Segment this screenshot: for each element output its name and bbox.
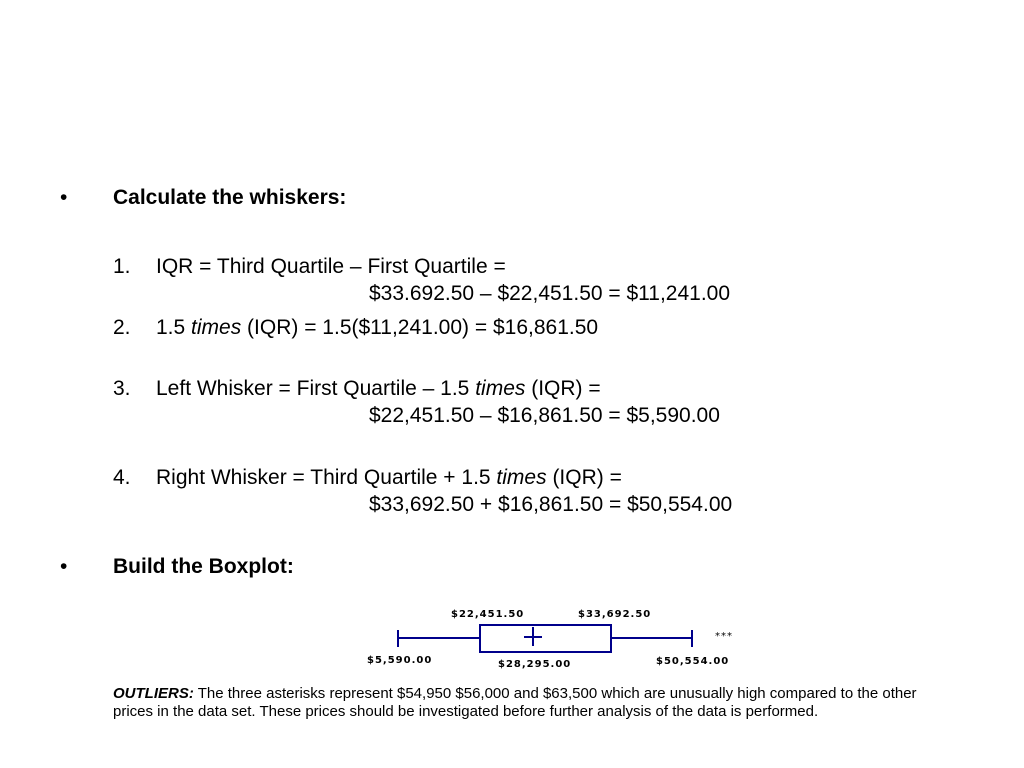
outlier-asterisks: *** xyxy=(715,631,733,642)
bullet-marker: • xyxy=(60,555,68,578)
step-text-times: times xyxy=(191,316,242,339)
outliers-note-body: The three asterisks represent $54,950 $56,000 and $63,500 which are unusually high compared to the other prices in the data set. These prices should be investigated before further analysis of the data is performed. xyxy=(113,685,917,720)
step-text-post: (IQR) = 1.5($11,241.00) = $16,861.50 xyxy=(241,316,599,339)
step-number: 3. xyxy=(113,377,131,400)
section-heading-boxplot: Build the Boxplot: xyxy=(113,555,294,578)
step-continuation: $33.692.50 – $22,451.50 = $11,241.00 xyxy=(369,282,731,305)
bullet-marker: • xyxy=(60,186,68,209)
step-number: 4. xyxy=(113,466,131,489)
section-heading-calculate: Calculate the whiskers: xyxy=(113,186,347,209)
step-text-pre: 1.5 xyxy=(156,316,192,339)
step-text-post: (IQR) = xyxy=(546,466,622,489)
mean-label: $28,295.00 xyxy=(498,659,572,670)
step-text-pre: Left Whisker = First Quartile – 1.5 xyxy=(156,377,476,400)
step-continuation: $33,692.50 + $16,861.50 = $50,554.00 xyxy=(369,493,733,516)
step-text-post: (IQR) = xyxy=(525,377,601,400)
step-continuation: $22,451.50 – $16,861.50 = $5,590.00 xyxy=(369,404,720,427)
step-number: 2. xyxy=(113,316,131,339)
left-whisker-label: $5,590.00 xyxy=(367,655,433,666)
box xyxy=(480,625,611,652)
step-text-pre: Right Whisker = Third Quartile + 1.5 xyxy=(156,466,497,489)
q3-label: $33,692.50 xyxy=(578,609,652,620)
outliers-note xyxy=(113,685,953,721)
step-text-times: times xyxy=(496,466,547,489)
step-number: 1. xyxy=(113,255,131,278)
outliers-note-lead: OUTLIERS: xyxy=(113,685,194,702)
step-text-times: times xyxy=(475,377,526,400)
step-text: IQR = Third Quartile – First Quartile = xyxy=(156,255,506,278)
right-whisker-label: $50,554.00 xyxy=(656,656,730,667)
q1-label: $22,451.50 xyxy=(451,609,525,620)
